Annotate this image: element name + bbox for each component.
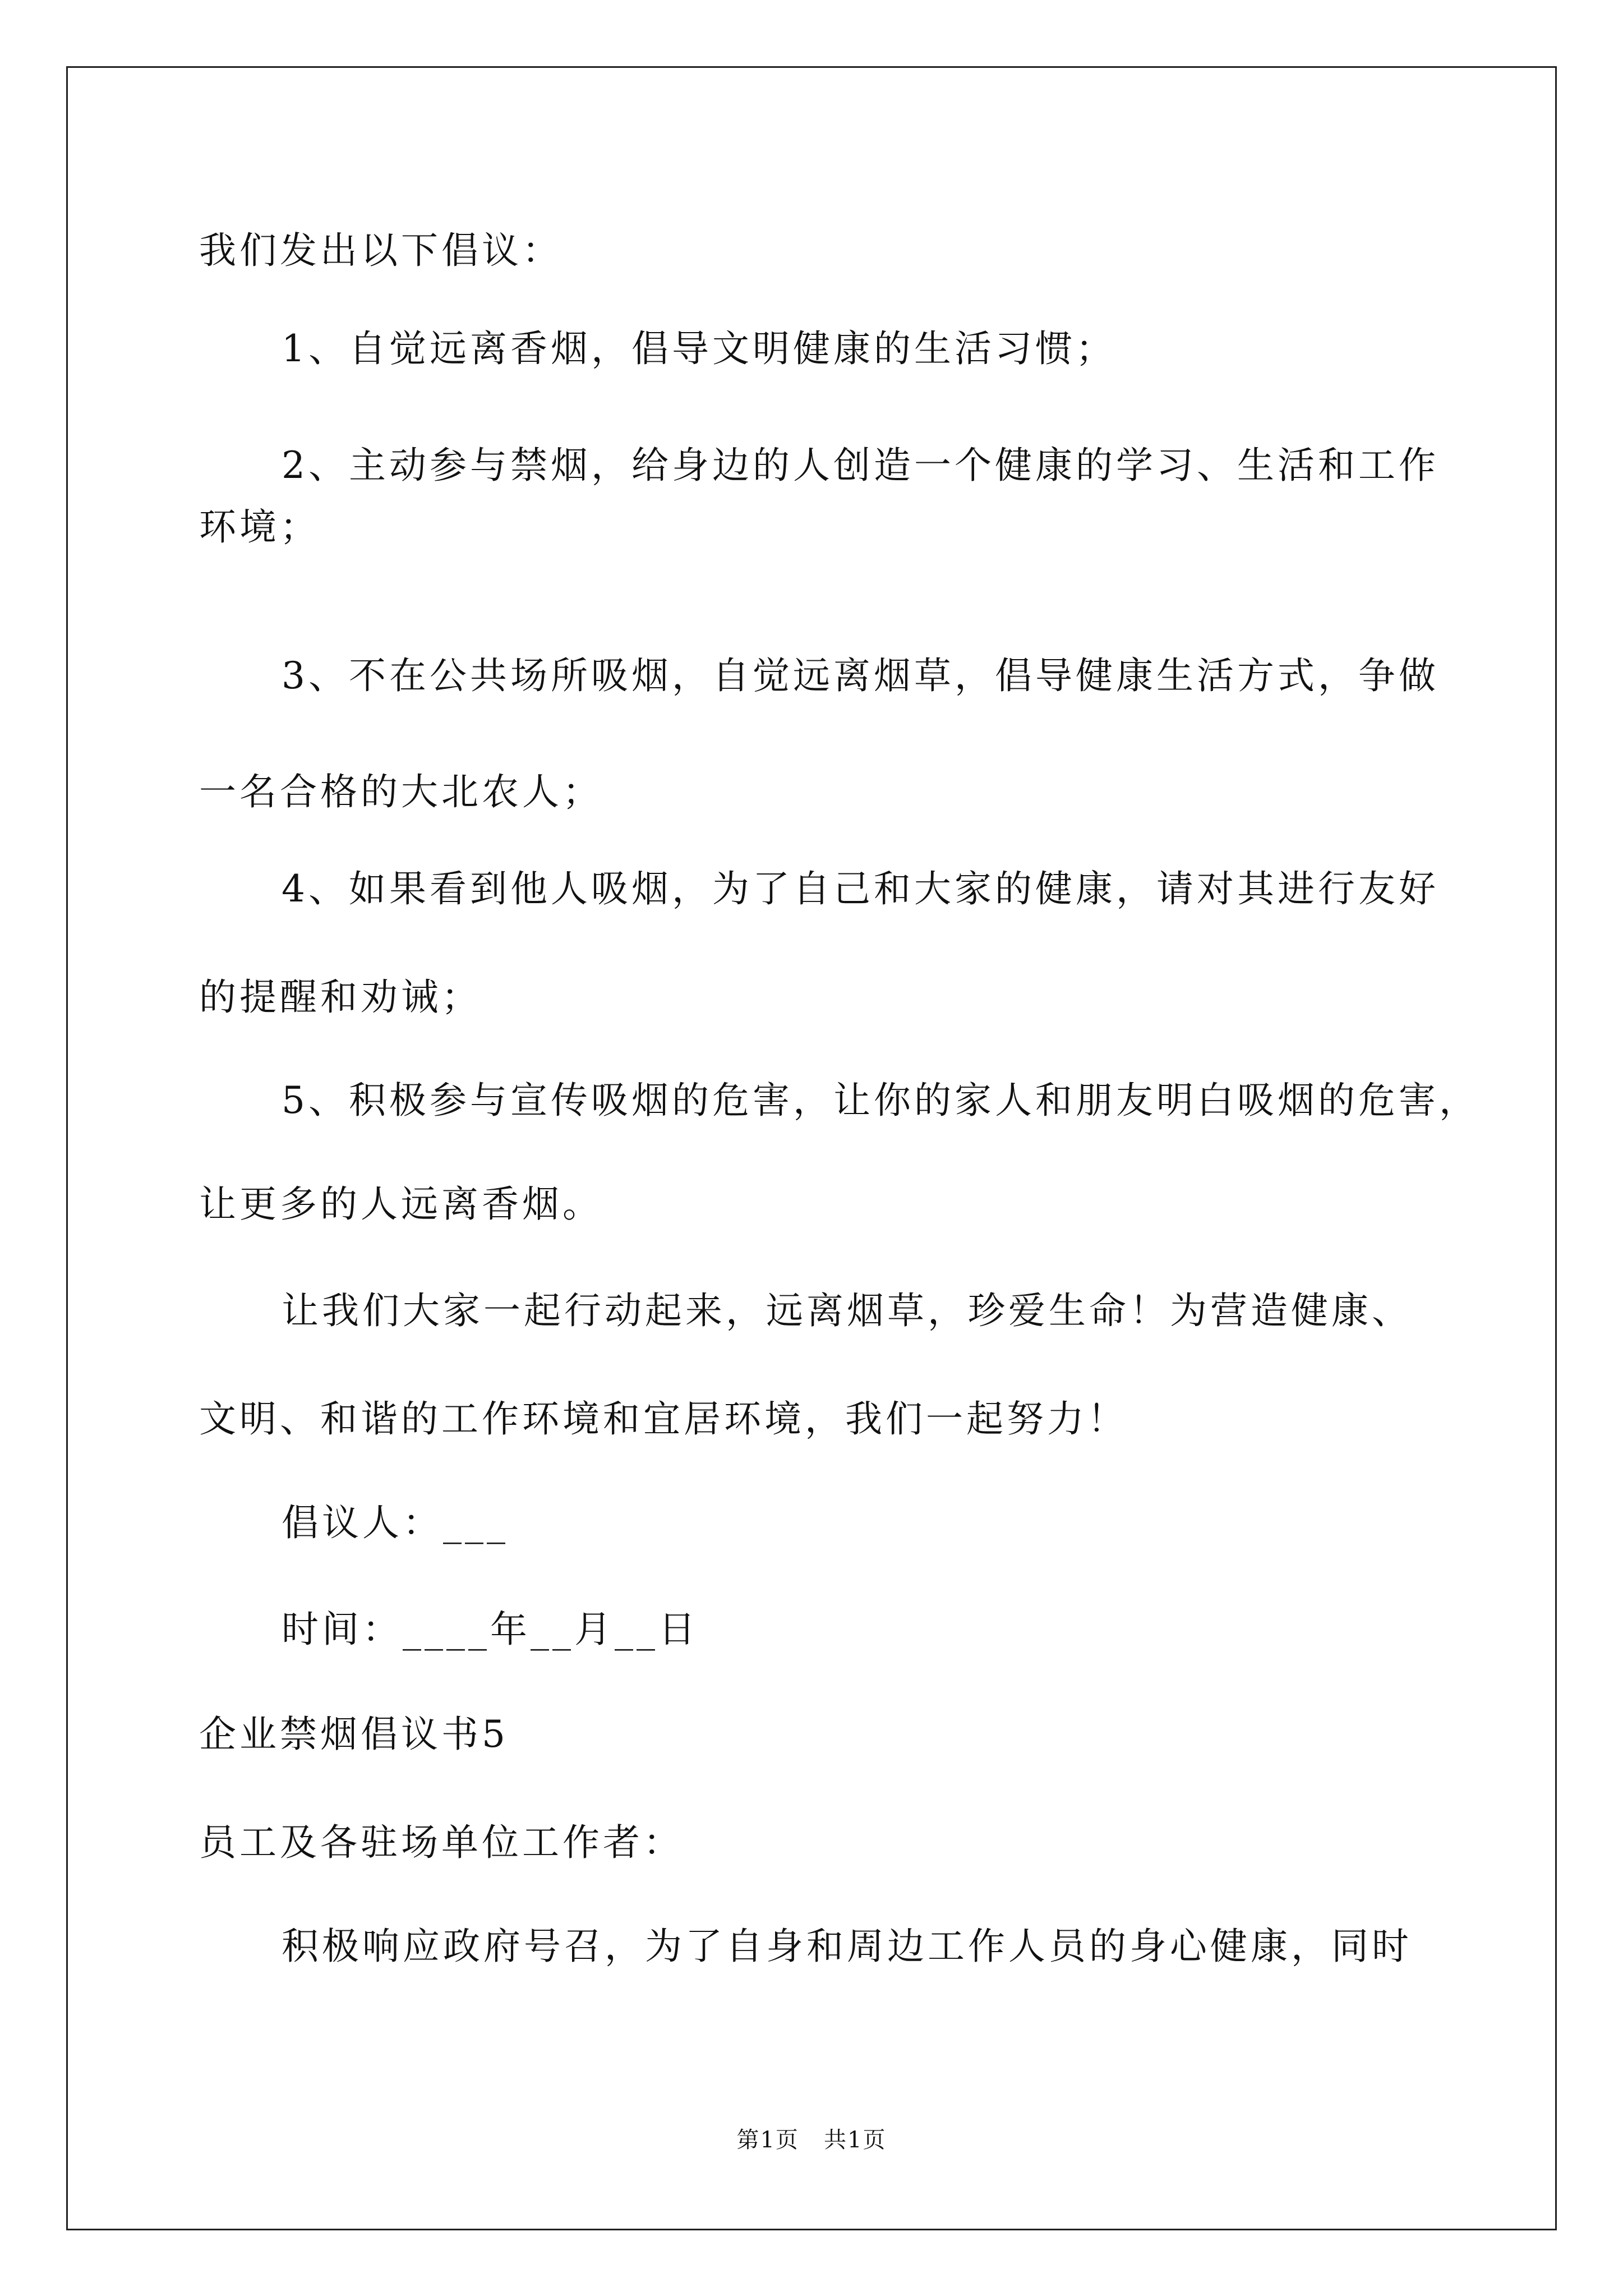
page-footer: 第1页 共1页 [736, 2127, 887, 2153]
proposal-item-4-cont: 的提醒和劝诫； [199, 976, 482, 1019]
proposal-item-4: 4、如果看到他人吸烟，为了自己和大家的健康，请对其进行友好 [282, 867, 1439, 910]
page-border [66, 66, 1557, 2230]
proposer-line: 倡议人：___ [282, 1501, 509, 1544]
section-title: 企业禁烟倡议书5 [199, 1713, 509, 1756]
intro-line: 我们发出以下倡议： [199, 229, 562, 272]
proposal-item-2-cont: 环境； [199, 505, 320, 549]
body-paragraph: 积极响应政府号召，为了自身和周边工作人员的身心健康，同时 [282, 1925, 1412, 1968]
closing-paragraph: 让我们大家一起行动起来，远离烟草，珍爱生命！为营造健康、 [282, 1289, 1412, 1332]
proposal-item-3: 3、不在公共场所吸烟，自觉远离烟草，倡导健康生活方式，争做 [282, 654, 1439, 697]
proposal-item-3-cont: 一名合格的大北农人； [199, 770, 603, 813]
proposal-item-5: 5、积极参与宣传吸烟的危害，让你的家人和朋友明白吸烟的危害， [282, 1079, 1479, 1122]
addressee-line: 员工及各驻场单位工作者： [199, 1821, 684, 1864]
proposal-item-2: 2、主动参与禁烟，给身边的人创造一个健康的学习、生活和工作 [282, 444, 1439, 487]
proposal-item-1: 1、自觉远离香烟，倡导文明健康的生活习惯； [282, 327, 1116, 370]
proposal-item-5-cont: 让更多的人远离香烟。 [199, 1182, 603, 1226]
date-line: 时间：____年__月__日 [282, 1608, 699, 1651]
closing-paragraph-cont: 文明、和谐的工作环境和宜居环境，我们一起努力！ [199, 1397, 1128, 1441]
